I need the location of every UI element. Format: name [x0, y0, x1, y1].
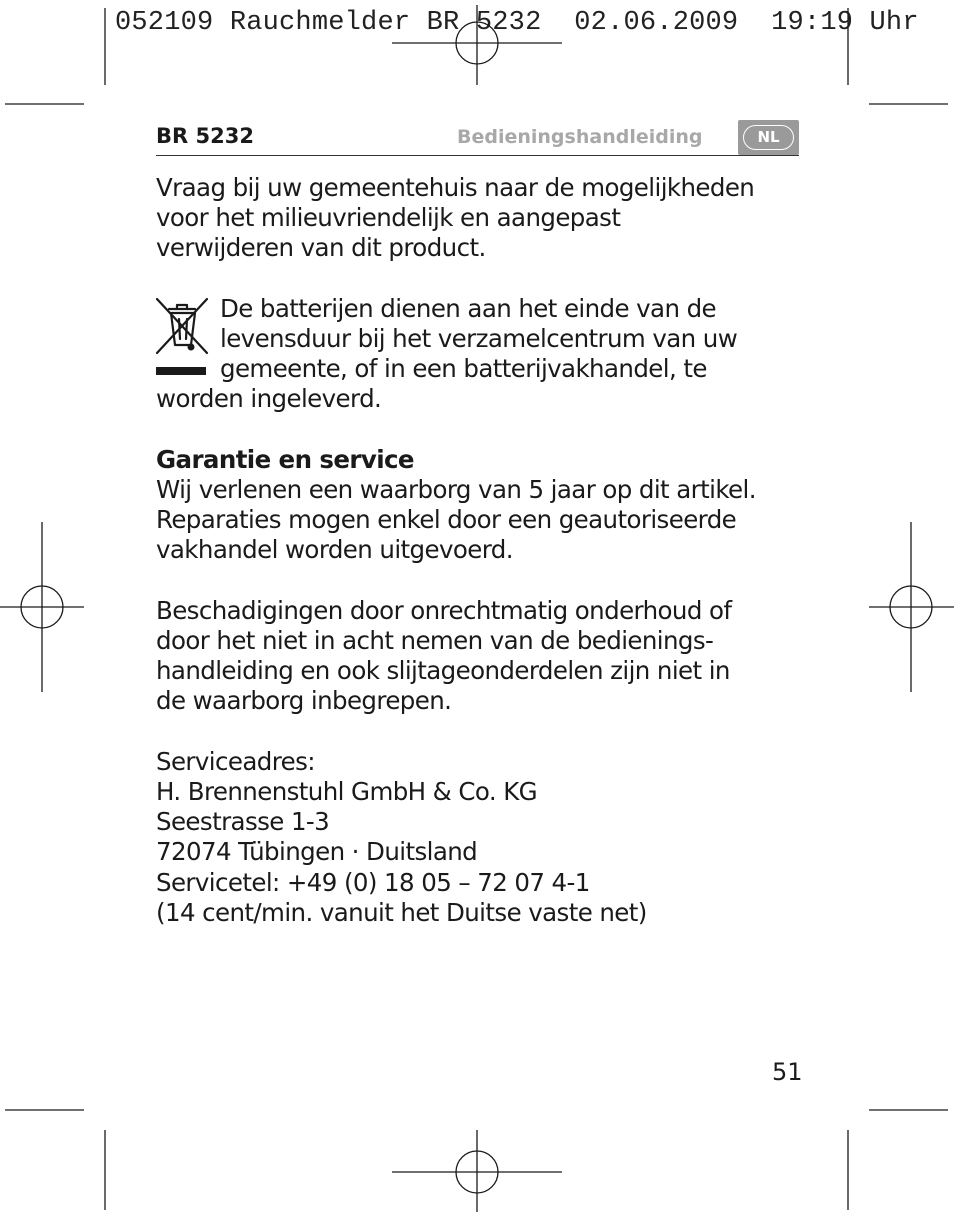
header-rule — [156, 155, 799, 156]
registration-mark-bottom — [392, 1130, 562, 1212]
text-line: door het niet in acht nemen van de bedienings- — [156, 626, 714, 655]
text-line: voor het milieuvriendelijk en aangepast — [156, 203, 621, 233]
text-line: Vraag bij uw gemeentehuis naar de mogelijkheden — [156, 173, 755, 202]
battery-paragraph — [156, 294, 816, 415]
text-line: H. Brennenstuhl GmbH & Co. KG — [156, 777, 538, 806]
warranty-heading: Garantie en service — [156, 444, 414, 474]
text-line: vakhandel worden uitgevoerd. — [156, 535, 513, 565]
registration-mark-right — [869, 522, 954, 692]
text-line: verwijderen van dit product. — [156, 233, 486, 263]
warranty-section — [156, 445, 816, 566]
text-line: 72074 Tübingen · Duitsland — [156, 837, 478, 867]
header-manual-title: Bedieningshandleiding — [457, 126, 703, 148]
language-badge — [738, 120, 799, 155]
text-line: Servicetel: +49 (0) 18 05 – 72 07 4-1 — [156, 867, 590, 897]
text-line: (14 cent/min. vanuit het Duitse vaste net) — [156, 897, 647, 927]
text-line: Reparaties mogen enkel door een geautoriseerde — [156, 505, 737, 535]
page-number: 51 — [772, 1058, 803, 1086]
page-body — [156, 173, 816, 928]
damage-paragraph — [156, 596, 816, 717]
header-model-number: BR 5232 — [156, 124, 254, 148]
recycling-paragraph — [156, 173, 816, 264]
language-badge-label: NL — [743, 125, 794, 150]
text-line: Wij verlenen een waarborg van 5 jaar op dit artikel. — [156, 475, 756, 504]
text-line: De batterijen dienen aan het einde van de — [220, 293, 717, 323]
text-line: de waarborg inbegrepen. — [156, 686, 452, 716]
text-line: worden ingeleverd. — [156, 384, 382, 414]
text-line: Beschadigingen door onrechtmatig onderhoud of — [156, 595, 732, 625]
registration-mark-top — [392, 5, 562, 85]
text-line: gemeente, of in een batterijvakhandel, te — [220, 354, 707, 384]
text-line: Serviceadres: — [156, 746, 315, 776]
service-address-block — [156, 747, 816, 928]
registration-mark-left — [0, 522, 84, 692]
crossed-out-wheelie-bin-icon — [155, 297, 211, 377]
text-line: Seestrasse 1-3 — [156, 807, 330, 837]
print-slug: 052109 Rauchmelder BR 5232 02.06.2009 19:19 Uhr — [115, 8, 919, 38]
text-line: levensduur bij het verzamelcentrum van uw — [220, 324, 738, 353]
text-line: handleiding en ook slijtageonderdelen zijn niet in — [156, 656, 730, 686]
